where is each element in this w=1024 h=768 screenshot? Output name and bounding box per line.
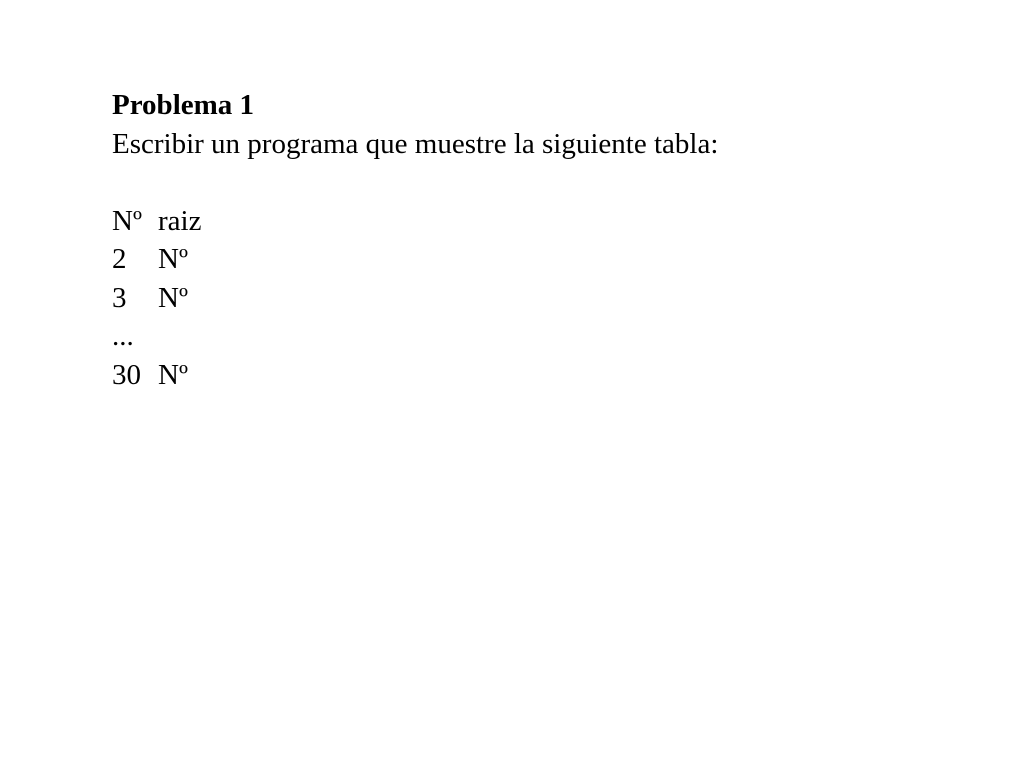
table-cell-ellipsis: ... bbox=[112, 320, 134, 352]
table-cell-number: 2 bbox=[112, 243, 127, 275]
table-row bbox=[112, 240, 992, 279]
table-row-ellipsis bbox=[112, 317, 992, 356]
table-cell-root: Nº bbox=[158, 243, 188, 275]
table-row bbox=[112, 356, 992, 395]
table-header-number: Nº bbox=[112, 204, 142, 237]
table-cell-number: 3 bbox=[112, 281, 127, 314]
slide-content bbox=[112, 86, 992, 394]
table-cell-root: Nº bbox=[158, 281, 188, 314]
table-header-root: raiz bbox=[158, 204, 202, 237]
problem-statement: Escribir un programa que muestre la siguiente tabla: bbox=[112, 127, 719, 160]
table-cell-number: 30 bbox=[112, 358, 141, 391]
table-cell-root: Nº bbox=[158, 358, 188, 391]
blank-line bbox=[112, 163, 992, 202]
table-header-row bbox=[112, 202, 992, 241]
problem-title: Problema 1 bbox=[112, 89, 255, 121]
table-row bbox=[112, 279, 992, 318]
